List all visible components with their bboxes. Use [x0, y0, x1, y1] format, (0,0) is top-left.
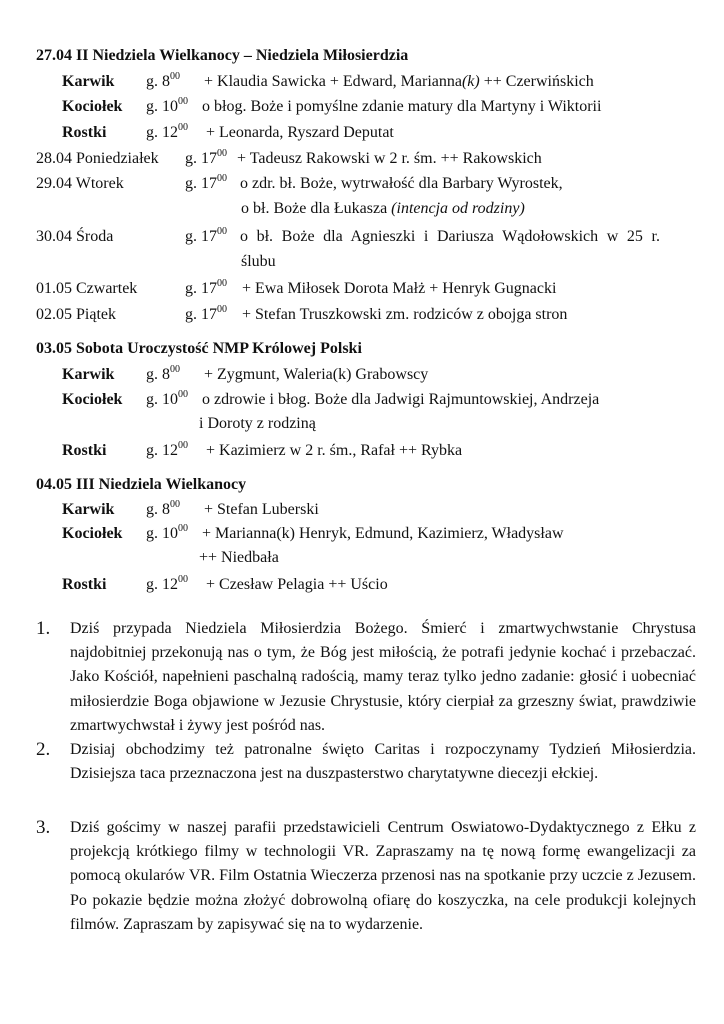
- mass-time: g. $12^{00}$: [146, 439, 188, 459]
- mass-time: g. $17^{00}$: [185, 277, 227, 297]
- announcement-number: 3.: [36, 817, 51, 838]
- place-label: Kociołek: [62, 391, 123, 408]
- mass-intention: o zdr. bł. Boże, wytrwałość dla Barbary Wyrostek,: [240, 175, 563, 192]
- mass-intention: o zdrowie i błog. Boże dla Jadwigi Rajmuntowskiej, Andrzeja: [202, 391, 600, 408]
- mass-intention-continued: ++ Niedbała: [199, 549, 279, 566]
- place-label: Rostki: [62, 442, 107, 459]
- mass-time: g. $8^{00}$: [146, 70, 180, 90]
- place-label: Rostki: [62, 576, 107, 593]
- mass-intention: + Kazimierz w 2 r. śm., Rafał ++ Rybka: [206, 442, 463, 459]
- place-label: Karwik: [62, 366, 115, 383]
- mass-intention: + Zygmunt, Waleria(k) Grabowscy: [204, 366, 429, 383]
- mass-intention: + Tadeusz Rakowski w 2 r. śm. ++ Rakowskich: [237, 150, 542, 167]
- mass-time: g. $8^{00}$: [146, 363, 180, 383]
- mass-time: g. $12^{00}$: [146, 573, 188, 593]
- mass-time: g. $10^{00}$: [146, 95, 188, 115]
- weekday-label: 28.04 Poniedziałek: [36, 150, 159, 167]
- weekday-label: 30.04 Środa: [36, 228, 114, 245]
- announcement-text: Dzisiaj obchodzimy też patronalne święto Caritas i rozpoczynamy Tydzień Miłosierdzia. Dzisiejsza taca przeznaczona jest na duszpasterstwo charytatywne diecezji ełckiej.: [70, 741, 696, 783]
- mass-intention: o błog. Boże i pomyślne zdanie matury dla Martyny i Wiktorii: [202, 98, 602, 115]
- mass-time: g. $10^{00}$: [146, 522, 188, 542]
- mass-intention: + Klaudia Sawicka + Edward, Marianna(k) ++ Czerwińskich: [204, 73, 594, 90]
- mass-intention: + Stefan Truszkowski zm. rodziców z obojga stron: [242, 306, 568, 323]
- announcement-text: Dziś gościmy w naszej parafii przedstawicieli Centrum Oswiatowo-Dydaktycznego z Ełku z projekcją krótkiego filmy w technologii VR. Zapraszamy na tę nową formę ewangelizacji za pomocą okularów VR. Film Ostatnia Wieczerza przenosi nas na spotkanie przy uczcie z Jezusem. Po pokazie będzie można złożyć dobrowolną ofiarę do koszyczka, na cele produkcji kolejnych filmów. Zapraszam by zapisywać się na to wydarzenie.: [70, 819, 696, 933]
- announcement-number: 2.: [36, 739, 51, 760]
- mass-intention-continued: ślubu: [241, 253, 276, 270]
- announcement-text: Dziś przypada Niedziela Miłosierdzia Bożego. Śmierć i zmartwychwstanie Chrystusa najdobitniej przekonują nas o tym, że Bóg jest miłością, że potrafi jedynie kochać i przebaczać. Jako Kościół, napełnieni paschalną radością, mamy teraz tylko jedno zadanie: głosić i uobecniać miłosierdzie Boga objawione w Jezusie Chrystusie, który cierpiał za grzeszny świat, prawdziwie zmartwychwstał i żywy jest pośród nas.: [70, 620, 696, 734]
- mass-time: g. $8^{00}$: [146, 498, 180, 518]
- place-label: Karwik: [62, 501, 115, 518]
- place-label: Rostki: [62, 124, 107, 141]
- mass-intention: + Stefan Luberski: [204, 501, 319, 518]
- weekday-label: 02.05 Piątek: [36, 306, 116, 323]
- mass-time: g. $12^{00}$: [146, 121, 188, 141]
- place-label: Kociołek: [62, 525, 123, 542]
- mass-time: g. $17^{00}$: [185, 303, 227, 323]
- section-header: 03.05 Sobota Uroczystość NMP Królowej Polski: [36, 340, 362, 357]
- mass-time: g. $17^{00}$: [185, 147, 227, 167]
- mass-intention-continued: i Doroty z rodziną: [199, 415, 316, 432]
- mass-intention: + Leonarda, Ryszard Deputat: [206, 124, 394, 141]
- mass-intention-continued: o bł. Boże dla Łukasza (intencja od rodziny): [241, 200, 525, 217]
- announcement-number: 1.: [36, 618, 51, 639]
- place-label: Kociołek: [62, 98, 123, 115]
- mass-intention: + Ewa Miłosek Dorota Małż + Henryk Gugnacki: [242, 280, 557, 297]
- weekday-label: 01.05 Czwartek: [36, 280, 138, 297]
- mass-intention: o bł. Boże dla Agnieszki i Dariusza Wądołowskich w 25 r.: [240, 228, 660, 245]
- mass-intention: + Marianna(k) Henryk, Edmund, Kazimierz, Władysław: [202, 525, 564, 542]
- mass-time: g. $10^{00}$: [146, 388, 188, 408]
- section-header: 04.05 III Niedziela Wielkanocy: [36, 476, 247, 493]
- weekday-label: 29.04 Wtorek: [36, 175, 124, 192]
- mass-time: g. $17^{00}$: [185, 172, 227, 192]
- place-label: Karwik: [62, 73, 115, 90]
- mass-intention: + Czesław Pelagia ++ Uścio: [206, 576, 388, 593]
- section-header: 27.04 II Niedziela Wielkanocy – Niedziela Miłosierdzia: [36, 47, 409, 64]
- mass-time: g. $17^{00}$: [185, 225, 227, 245]
